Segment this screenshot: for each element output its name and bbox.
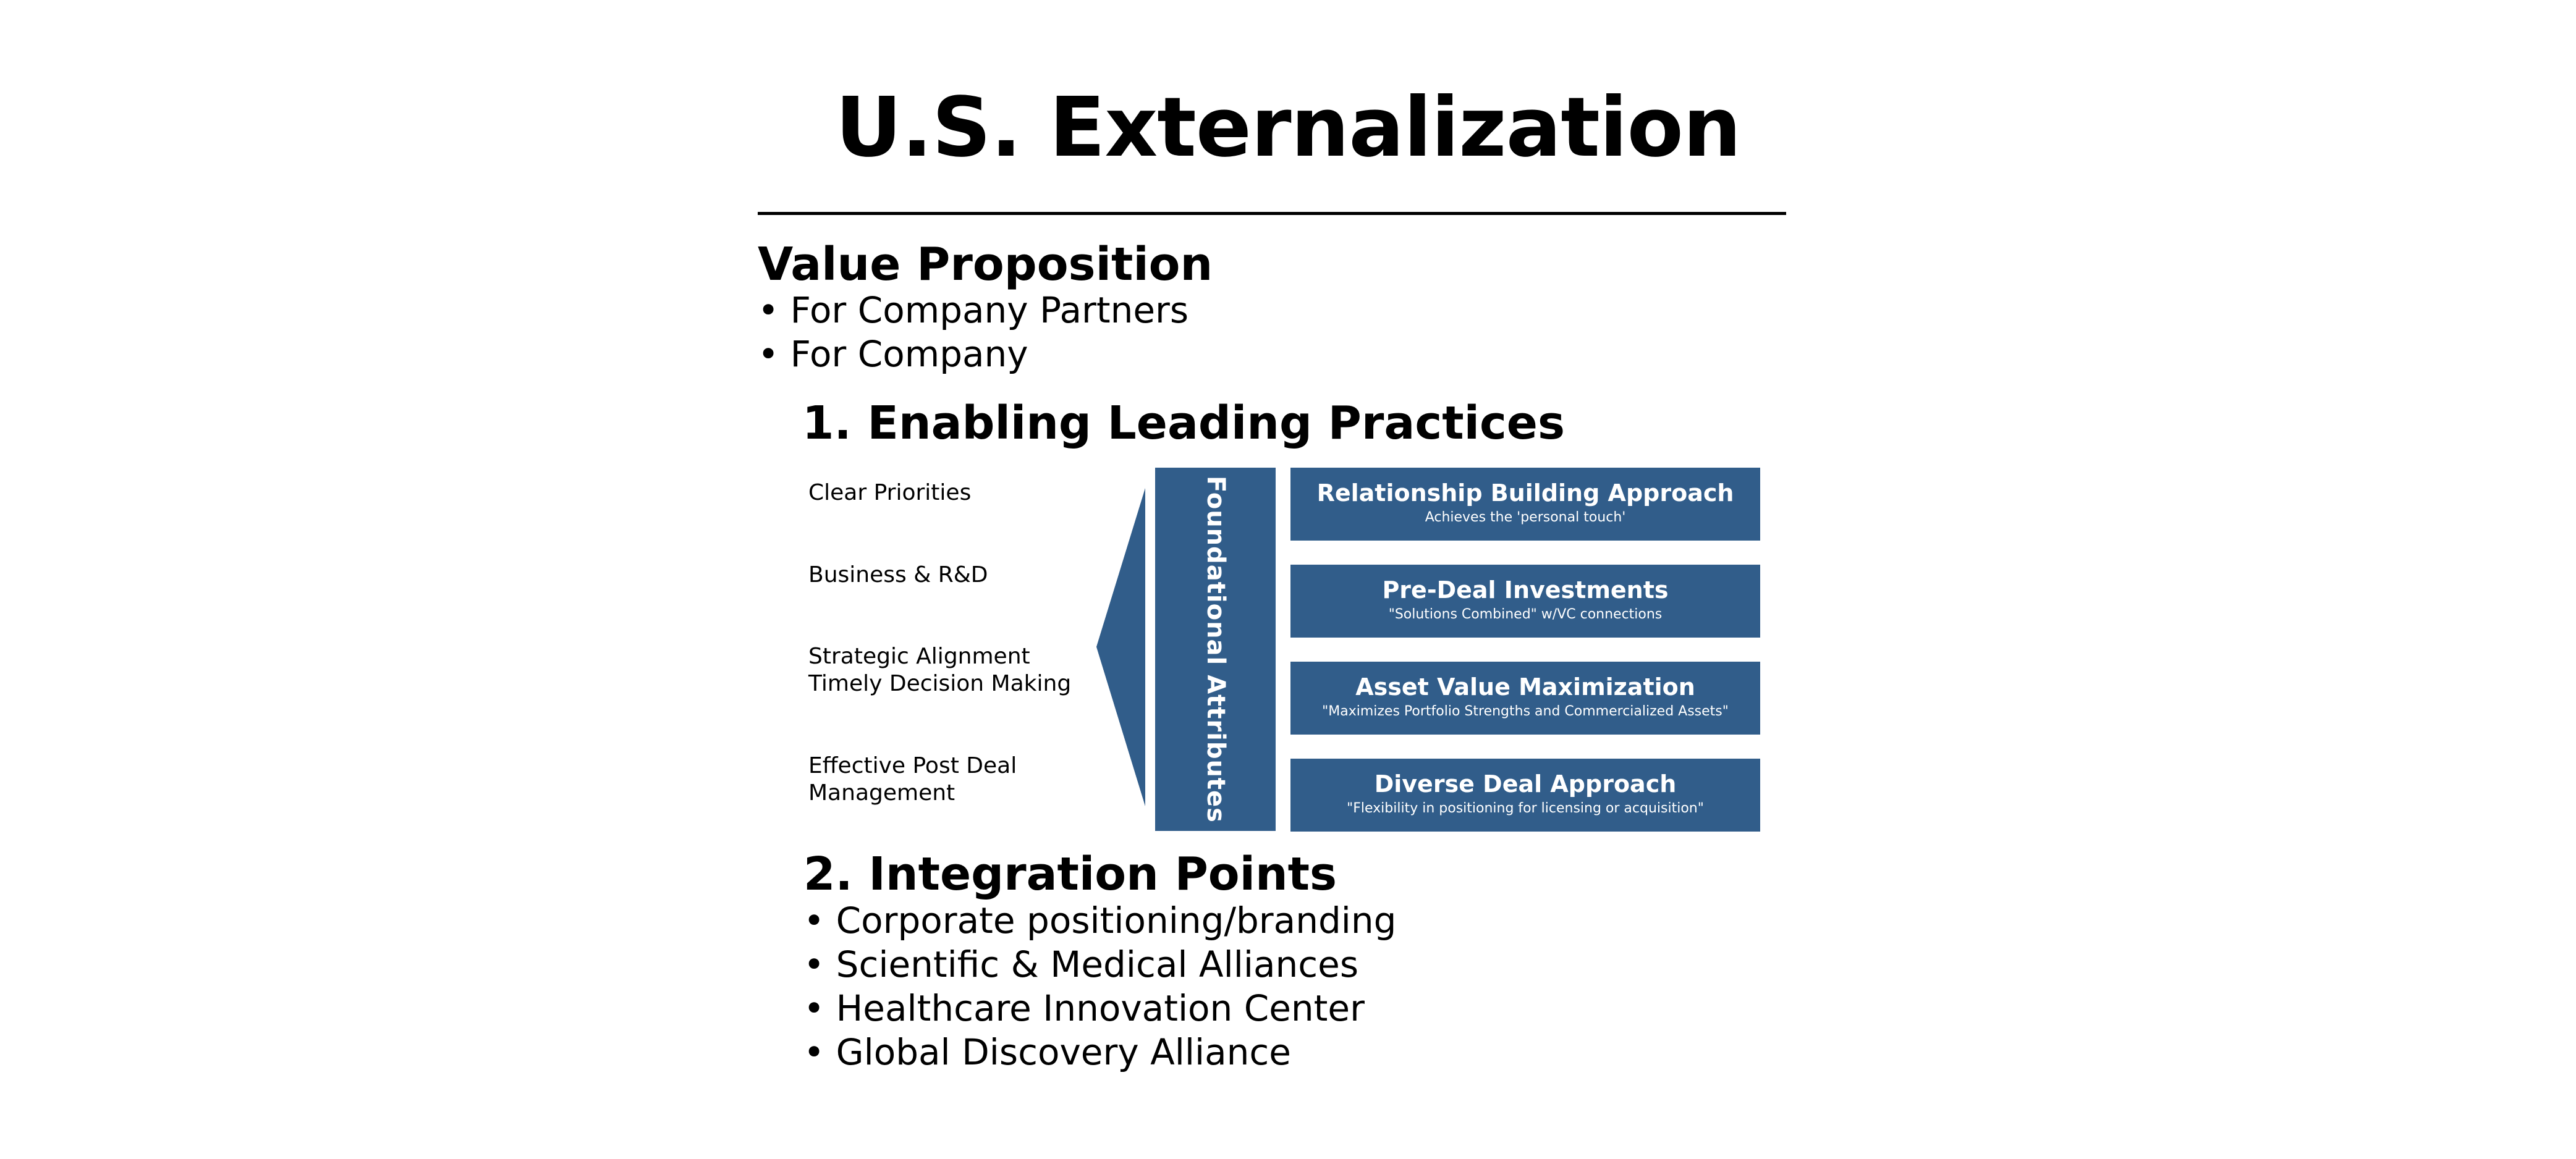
attribute-box-title: Pre-Deal Investments xyxy=(1382,576,1669,604)
attribute-box xyxy=(1290,759,1760,832)
value-proposition-item: • For Company Partners xyxy=(758,289,1189,331)
attribute-box xyxy=(1290,662,1760,735)
page-title: U.S. Externalization xyxy=(835,80,1741,175)
attribute-box-subtitle: "Maximizes Portfolio Strengths and Commercialized Assets" xyxy=(1322,704,1729,719)
integration-points-list xyxy=(803,899,1396,1074)
pillar-label: Foundational Attributes xyxy=(1201,476,1230,823)
integration-point-item: • Healthcare Innovation Center xyxy=(803,987,1365,1029)
attribute-box-title: Diverse Deal Approach xyxy=(1374,770,1677,798)
practice-label: Strategic Alignment Timely Decision Making xyxy=(808,644,1072,696)
attribute-box-subtitle: Achieves the 'personal touch' xyxy=(1425,510,1626,525)
integration-point-item: • Scientific & Medical Alliances xyxy=(803,943,1359,985)
value-proposition-heading: Value Proposition xyxy=(758,238,1213,291)
integration-point-item: • Corporate positioning/branding xyxy=(803,900,1397,942)
attribute-box-subtitle: "Solutions Combined" w/VC connections xyxy=(1388,607,1663,622)
foundational-attributes-pillar xyxy=(1155,468,1276,831)
practice-label: Effective Post Deal Management xyxy=(808,753,1017,806)
attribute-box-title: Relationship Building Approach xyxy=(1316,479,1734,507)
attribute-box-subtitle: "Flexibility in positioning for licensing or acquisition" xyxy=(1347,801,1704,816)
arrow-shape xyxy=(1096,488,1145,806)
integration-point-item: • Global Discovery Alliance xyxy=(803,1031,1291,1073)
value-proposition-item: • For Company xyxy=(758,333,1028,375)
attribute-box-title: Asset Value Maximization xyxy=(1355,673,1695,701)
attribute-box xyxy=(1290,565,1760,638)
section-2-heading: 2. Integration Points xyxy=(803,848,1337,901)
practice-label: Clear Priorities xyxy=(808,480,972,505)
practice-label: Business & R&D xyxy=(808,562,988,588)
section-1-heading: 1. Enabling Leading Practices xyxy=(802,397,1566,450)
attribute-box xyxy=(1290,468,1760,541)
